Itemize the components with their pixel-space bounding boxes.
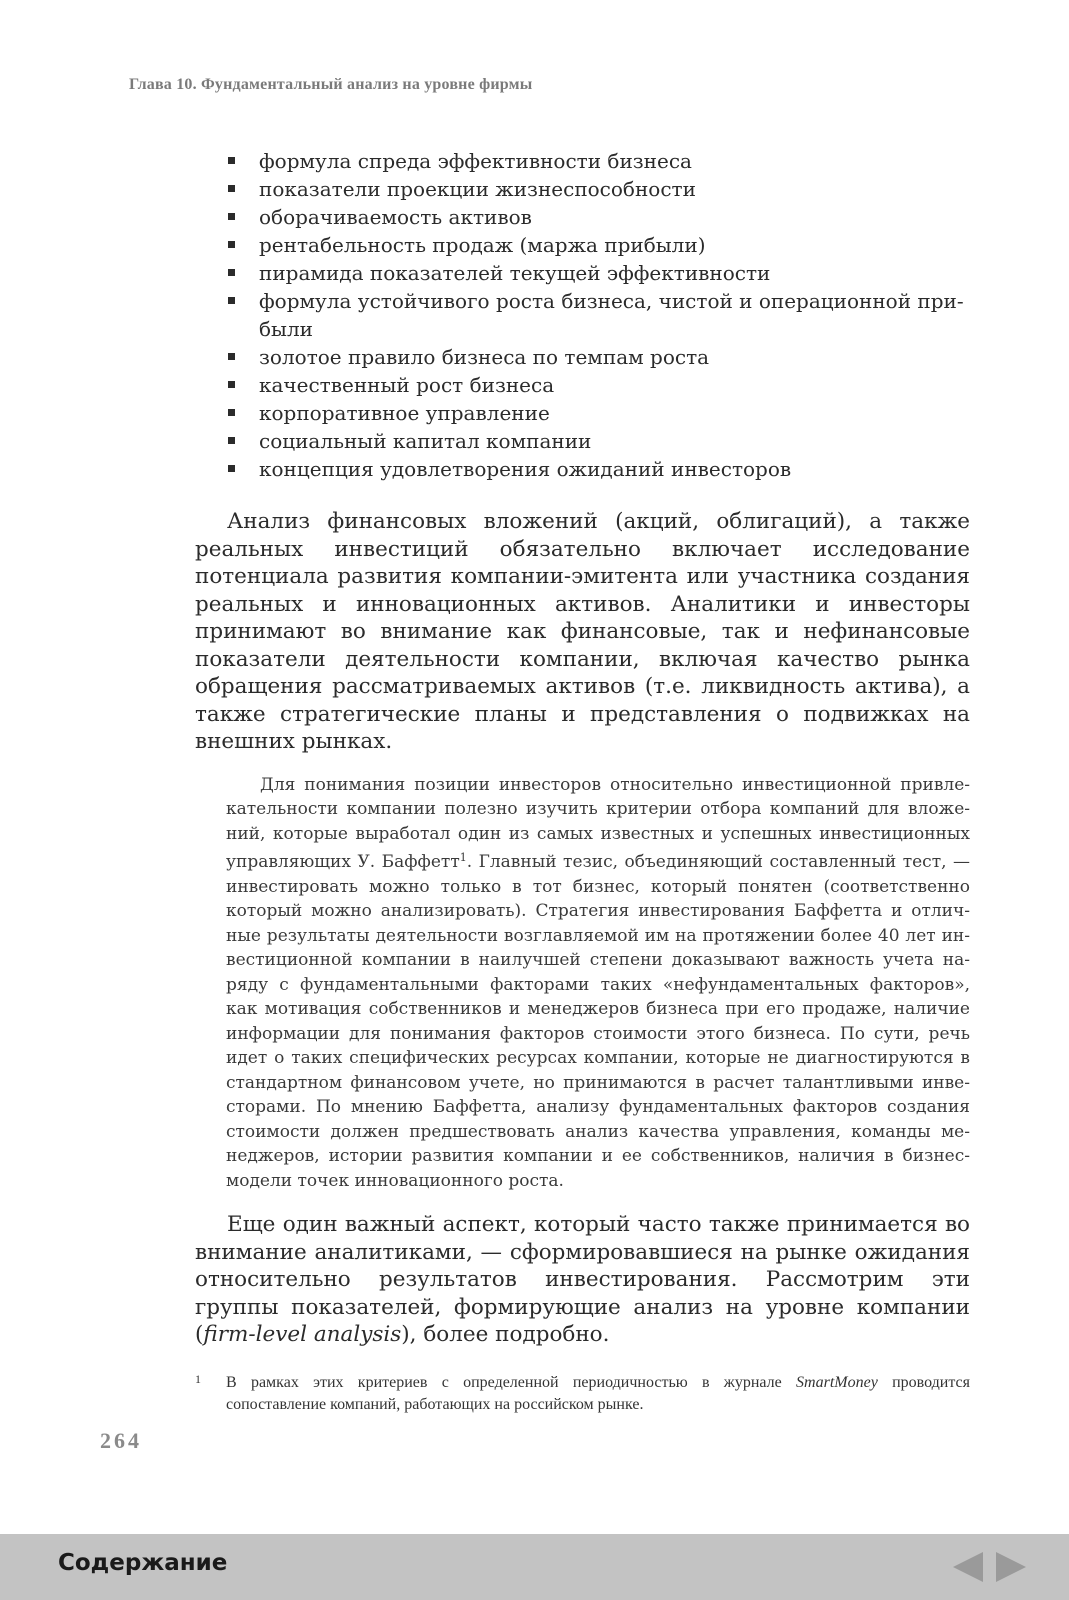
- list-item: корпоративное управление: [195, 399, 970, 427]
- square-bullet-icon: [228, 409, 235, 416]
- page-content: [195, 147, 970, 1349]
- triangle-right-icon[interactable]: [994, 1551, 1028, 1583]
- square-bullet-icon: [228, 241, 235, 248]
- square-bullet-icon: [228, 269, 235, 276]
- square-bullet-icon: [228, 297, 235, 304]
- running-title: Глава 10. Фундаментальный анализ на уровне фирмы: [129, 76, 533, 93]
- square-bullet-icon: [228, 213, 235, 220]
- journal-name: SmartMoney: [796, 1374, 878, 1391]
- list-item: золотое правило бизнеса по темпам роста: [195, 343, 970, 371]
- page-number: 264: [100, 1428, 142, 1453]
- list-item: качественный рост бизнеса: [195, 371, 970, 399]
- square-bullet-icon: [228, 353, 235, 360]
- square-bullet-icon: [228, 185, 235, 192]
- footnote-reference[interactable]: 1: [459, 851, 467, 864]
- footnote-mark: 1: [195, 1372, 201, 1386]
- navigation-bar: [0, 1534, 1069, 1600]
- footnote: [195, 1372, 970, 1416]
- triangle-left-icon[interactable]: [951, 1551, 985, 1583]
- aside-paragraph: Для понимания позиции инвесторов относительно инвестиционной привлекательности компании полезно изучить критерии отбора компаний для вложений, которые выработал один из самых известных и успешных инвестиционных управляющих У. Баффетт$^1$. Главный тезис, объединяющий составленный тест, — инвестировать можно только в тот бизнес, который понятен (соответственно который можно анализировать). Стратегия инвестирования Баффетта и отличные результаты деятельности возглавляемой им на протяжении более 40 лет инвестиционной компании в наилучшей степени доказывают важность учета наряду с фундаментальными факторами таких «нефундаментальных факторов», как мотивация собственников и менеджеров бизнеса при его продаже, наличие информации для понимания факторов стоимости этого бизнеса. По сути, речь идет о таких специфических ресурсах компании, которые не диагностируются в стандартном финансовом учете, но принимаются в расчет талантливыми инвесторами. По мнению Баффетта, анализу фундаментальных факторов создания стоимости должен предшествовать анализ качества управления, команды менеджеров, истории развития компании и ее собственников, наличия в бизнес-модели точек инновационного роста.: [226, 774, 970, 1191]
- list-item: оборачиваемость активов: [195, 203, 970, 231]
- footnote-text: В рамках этих критериев с определенной периодичностью в журнале SmartMoney проводится сопоставление компаний, работающих на российском рынке.: [226, 1374, 970, 1413]
- list-item: концепция удовлетворения ожиданий инвесторов: [195, 455, 970, 483]
- list-item: формула устойчивого роста бизнеса, чистой и операционной прибыли: [195, 287, 970, 343]
- english-term: firm-level analysis: [203, 1322, 402, 1347]
- square-bullet-icon: [228, 465, 235, 472]
- list-item: пирамида показателей текущей эффективности: [195, 259, 970, 287]
- list-item: формула спреда эффективности бизнеса: [195, 147, 970, 175]
- square-bullet-icon: [228, 381, 235, 388]
- square-bullet-icon: [228, 437, 235, 444]
- list-item: социальный капитал компании: [195, 427, 970, 455]
- table-of-contents-link[interactable]: Содержание: [58, 1550, 228, 1576]
- square-bullet-icon: [228, 157, 235, 164]
- body-paragraph: Анализ финансовых вложений (акций, облигаций), а также реальных инвестиций обязательно включает исследование потенциала развития компании-эмитента или участника создания реальных и инновационных активов. Аналитики и инвесторы принимают во внимание как финансовые, так и нефинансовые показатели деятельности компании, включая качество рынка обращения рассматриваемых активов (т.е. ликвидность актива), а также стратегические планы и представления о подвижках на внешних рынках.: [195, 509, 970, 754]
- list-item: рентабельность продаж (маржа прибыли): [195, 231, 970, 259]
- list-item: показатели проекции жизнеспособности: [195, 175, 970, 203]
- body-paragraph: Еще один важный аспект, который часто также принимается во внимание аналитиками, — сформировавшиеся на рынке ожидания относительно результатов инвестирования. Рассмотрим эти группы показателей, формирующие анализ на уровне компании (firm-level analysis), более подробно.: [195, 1212, 970, 1347]
- factor-list: [195, 147, 970, 483]
